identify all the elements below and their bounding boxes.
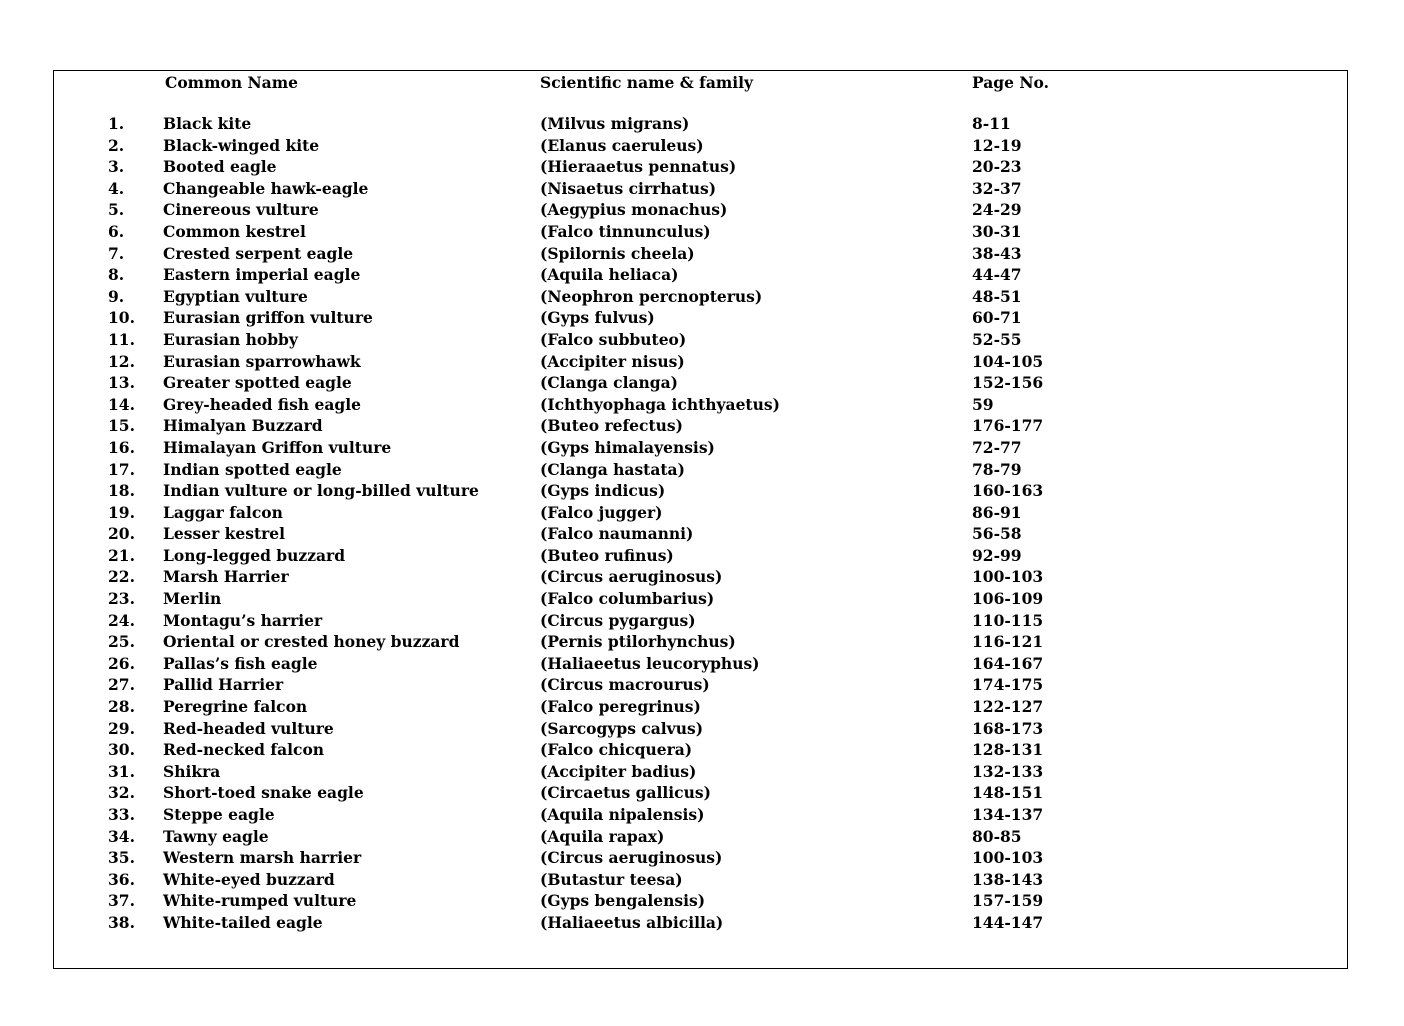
row-number: 5.: [108, 200, 125, 220]
table-row: [54, 135, 1347, 157]
row-common-name: Red-headed vulture: [163, 718, 334, 738]
row-common-name: Eastern imperial eagle: [163, 265, 361, 285]
row-common-name: Lesser kestrel: [163, 524, 286, 544]
row-scientific-name: (Falco columbarius): [540, 589, 715, 609]
table-row: [54, 351, 1347, 373]
row-common-name: Red-necked falcon: [163, 740, 325, 760]
row-common-name: Oriental or crested honey buzzard: [163, 632, 460, 652]
header-scientific-name: Scientific name & family: [540, 73, 754, 92]
table-row: [54, 804, 1347, 826]
row-number: 8.: [108, 265, 125, 285]
row-common-name: Grey-headed fish eagle: [163, 394, 361, 414]
row-common-name: Indian vulture or long-billed vulture: [163, 481, 479, 501]
row-number: 28.: [108, 697, 135, 717]
row-scientific-name: (Milvus migrans): [540, 114, 690, 133]
row-page-no: 12-19: [972, 135, 1022, 155]
row-page-no: 52-55: [972, 329, 1022, 349]
row-scientific-name: (Gyps fulvus): [540, 308, 655, 328]
row-number: 7.: [108, 243, 125, 263]
table-row: [54, 588, 1347, 610]
row-common-name: Tawny eagle: [163, 826, 269, 846]
row-number: 4.: [108, 178, 125, 198]
row-page-no: 164-167: [972, 653, 1044, 673]
row-common-name: Steppe eagle: [163, 805, 275, 824]
row-common-name: Greater spotted eagle: [163, 373, 352, 393]
row-common-name: Booted eagle: [163, 157, 277, 177]
row-number: 35.: [108, 848, 135, 868]
table-row: [54, 437, 1347, 459]
row-scientific-name: (Pernis ptilorhynchus): [540, 632, 736, 652]
row-scientific-name: (Ichthyophaga ichthyaetus): [540, 394, 780, 414]
table-row: [54, 286, 1347, 308]
table-row: [54, 653, 1347, 675]
row-common-name: White-eyed buzzard: [163, 869, 335, 889]
row-number: 26.: [108, 653, 135, 673]
row-page-no: 110-115: [972, 610, 1044, 630]
row-scientific-name: (Haliaeetus leucoryphus): [540, 653, 760, 673]
row-common-name: Marsh Harrier: [163, 567, 289, 587]
row-page-no: 59: [972, 394, 994, 414]
row-number: 27.: [108, 675, 135, 695]
row-number: 20.: [108, 524, 135, 544]
row-number: 37.: [108, 891, 135, 911]
row-scientific-name: (Falco naumanni): [540, 524, 694, 544]
row-page-no: 134-137: [972, 805, 1044, 824]
row-page-no: 32-37: [972, 178, 1022, 198]
row-scientific-name: (Haliaeetus albicilla): [540, 912, 724, 932]
row-page-no: 152-156: [972, 373, 1044, 393]
row-common-name: Laggar falcon: [163, 502, 283, 522]
row-common-name: Egyptian vulture: [163, 286, 308, 306]
row-scientific-name: (Clanga clanga): [540, 373, 679, 393]
row-page-no: 168-173: [972, 718, 1044, 738]
row-page-no: 38-43: [972, 243, 1022, 263]
row-number: 15.: [108, 416, 135, 436]
table-row: [54, 113, 1347, 135]
row-page-no: 92-99: [972, 545, 1022, 565]
row-common-name: Indian spotted eagle: [163, 459, 342, 479]
row-scientific-name: (Sarcogyps calvus): [540, 718, 704, 738]
row-scientific-name: (Aquila heliaca): [540, 265, 679, 285]
table-body: [54, 113, 1347, 934]
row-common-name: Peregrine falcon: [163, 697, 308, 717]
row-number: 30.: [108, 740, 135, 760]
row-scientific-name: (Falco jugger): [540, 502, 663, 522]
row-common-name: Shikra: [163, 761, 221, 781]
row-scientific-name: (Spilornis cheela): [540, 243, 695, 263]
table-row: [54, 264, 1347, 286]
row-scientific-name: (Accipiter badius): [540, 761, 697, 781]
row-page-no: 176-177: [972, 416, 1044, 436]
row-common-name: Himalayan Griffon vulture: [163, 437, 392, 457]
row-page-no: 104-105: [972, 351, 1044, 371]
row-number: 6.: [108, 221, 125, 241]
row-page-no: 106-109: [972, 589, 1044, 609]
table-row: [54, 869, 1347, 891]
row-page-no: 48-51: [972, 286, 1022, 306]
table-row: [54, 156, 1347, 178]
row-page-no: 80-85: [972, 826, 1022, 846]
row-scientific-name: (Accipiter nisus): [540, 351, 685, 371]
row-number: 16.: [108, 437, 135, 457]
row-page-no: 56-58: [972, 524, 1022, 544]
table-row: [54, 912, 1347, 934]
row-scientific-name: (Buteo rufinus): [540, 545, 674, 565]
row-page-no: 72-77: [972, 437, 1022, 457]
row-common-name: Pallas’s fish eagle: [163, 653, 318, 673]
row-scientific-name: (Aquila nipalensis): [540, 805, 705, 824]
row-page-no: 30-31: [972, 221, 1022, 241]
row-scientific-name: (Falco tinnunculus): [540, 221, 711, 241]
row-number: 17.: [108, 459, 135, 479]
row-common-name: Eurasian griffon vulture: [163, 308, 373, 328]
table-row: [54, 610, 1347, 632]
table-row: [54, 243, 1347, 265]
table-row: [54, 890, 1347, 912]
row-page-no: 160-163: [972, 481, 1044, 501]
row-scientific-name: (Circus aeruginosus): [540, 848, 723, 868]
table-row: [54, 394, 1347, 416]
row-common-name: Cinereous vulture: [163, 200, 319, 220]
table-row: [54, 523, 1347, 545]
row-common-name: Short-toed snake eagle: [163, 783, 364, 803]
row-common-name: White-tailed eagle: [163, 912, 323, 932]
row-page-no: 157-159: [972, 891, 1044, 911]
row-page-no: 24-29: [972, 200, 1022, 220]
row-number: 36.: [108, 869, 135, 889]
row-common-name: Changeable hawk-eagle: [163, 178, 369, 198]
row-page-no: 116-121: [972, 632, 1044, 652]
row-page-no: 144-147: [972, 912, 1044, 932]
row-common-name: Eurasian hobby: [163, 329, 298, 349]
row-page-no: 148-151: [972, 783, 1044, 803]
table-row: [54, 696, 1347, 718]
row-common-name: Long-legged buzzard: [163, 545, 346, 565]
row-scientific-name: (Circaetus gallicus): [540, 783, 711, 803]
table-row: [54, 372, 1347, 394]
row-scientific-name: (Gyps himalayensis): [540, 437, 715, 457]
row-scientific-name: (Circus aeruginosus): [540, 567, 723, 587]
row-page-no: 60-71: [972, 308, 1022, 328]
row-number: 18.: [108, 481, 135, 501]
table-row: [54, 782, 1347, 804]
row-number: 14.: [108, 394, 135, 414]
table-row: [54, 631, 1347, 653]
table-row: [54, 566, 1347, 588]
row-number: 12.: [108, 351, 135, 371]
row-page-no: 78-79: [972, 459, 1022, 479]
row-common-name: Crested serpent eagle: [163, 243, 354, 263]
header-page-no: Page No.: [972, 73, 1050, 92]
table-header: [54, 71, 1347, 93]
row-scientific-name: (Circus macrourus): [540, 675, 710, 695]
row-page-no: 174-175: [972, 675, 1044, 695]
row-scientific-name: (Gyps bengalensis): [540, 891, 706, 911]
row-scientific-name: (Nisaetus cirrhatus): [540, 178, 717, 198]
row-common-name: Black kite: [163, 114, 252, 133]
row-scientific-name: (Hieraaetus pennatus): [540, 157, 737, 177]
row-scientific-name: (Falco peregrinus): [540, 697, 701, 717]
row-page-no: 138-143: [972, 869, 1044, 889]
row-scientific-name: (Elanus caeruleus): [540, 135, 704, 155]
row-scientific-name: (Circus pygargus): [540, 610, 696, 630]
table-row: [54, 221, 1347, 243]
row-page-no: 128-131: [972, 740, 1044, 760]
row-scientific-name: (Neophron percnopterus): [540, 286, 763, 306]
row-common-name: Pallid Harrier: [163, 675, 284, 695]
row-page-no: 100-103: [972, 567, 1044, 587]
row-number: 21.: [108, 545, 135, 565]
table-row: [54, 674, 1347, 696]
row-page-no: 20-23: [972, 157, 1022, 177]
row-common-name: Western marsh harrier: [163, 848, 362, 868]
row-page-no: 122-127: [972, 697, 1044, 717]
row-number: 31.: [108, 761, 135, 781]
row-common-name: Merlin: [163, 589, 222, 609]
table-row: [54, 199, 1347, 221]
row-number: 29.: [108, 718, 135, 738]
row-page-no: 132-133: [972, 761, 1044, 781]
row-number: 11.: [108, 329, 135, 349]
row-number: 23.: [108, 589, 135, 609]
row-common-name: Montagu’s harrier: [163, 610, 323, 630]
table-row: [54, 847, 1347, 869]
table-row: [54, 502, 1347, 524]
row-number: 13.: [108, 373, 135, 393]
table-row: [54, 480, 1347, 502]
table-row: [54, 718, 1347, 740]
row-scientific-name: (Falco subbuteo): [540, 329, 687, 349]
row-scientific-name: (Falco chicquera): [540, 740, 693, 760]
row-number: 25.: [108, 632, 135, 652]
row-page-no: 86-91: [972, 502, 1022, 522]
table-row: [54, 307, 1347, 329]
table-frame: [53, 70, 1348, 969]
table-row: [54, 739, 1347, 761]
row-number: 22.: [108, 567, 135, 587]
row-number: 38.: [108, 912, 135, 932]
row-page-no: 8-11: [972, 114, 1011, 133]
row-common-name: Himalyan Buzzard: [163, 416, 323, 436]
table-row: [54, 415, 1347, 437]
row-common-name: White-rumped vulture: [163, 891, 357, 911]
table-row: [54, 761, 1347, 783]
row-number: 32.: [108, 783, 135, 803]
row-page-no: 44-47: [972, 265, 1022, 285]
row-scientific-name: (Clanga hastata): [540, 459, 685, 479]
row-number: 33.: [108, 805, 135, 824]
row-common-name: Eurasian sparrowhawk: [163, 351, 361, 371]
row-number: 3.: [108, 157, 125, 177]
row-page-no: 100-103: [972, 848, 1044, 868]
row-number: 34.: [108, 826, 135, 846]
row-common-name: Black-winged kite: [163, 135, 320, 155]
table-row: [54, 459, 1347, 481]
row-common-name: Common kestrel: [163, 221, 306, 241]
row-number: 19.: [108, 502, 135, 522]
table-row: [54, 329, 1347, 351]
row-number: 24.: [108, 610, 135, 630]
row-number: 2.: [108, 135, 125, 155]
row-scientific-name: (Aquila rapax): [540, 826, 665, 846]
row-number: 9.: [108, 286, 125, 306]
row-scientific-name: (Gyps indicus): [540, 481, 666, 501]
row-scientific-name: (Butastur teesa): [540, 869, 683, 889]
row-number: 10.: [108, 308, 135, 328]
row-scientific-name: (Aegypius monachus): [540, 200, 728, 220]
row-number: 1.: [108, 114, 125, 133]
table-row: [54, 826, 1347, 848]
table-row: [54, 545, 1347, 567]
row-scientific-name: (Buteo refectus): [540, 416, 683, 436]
table-row: [54, 178, 1347, 200]
header-common-name: Common Name: [165, 73, 298, 92]
